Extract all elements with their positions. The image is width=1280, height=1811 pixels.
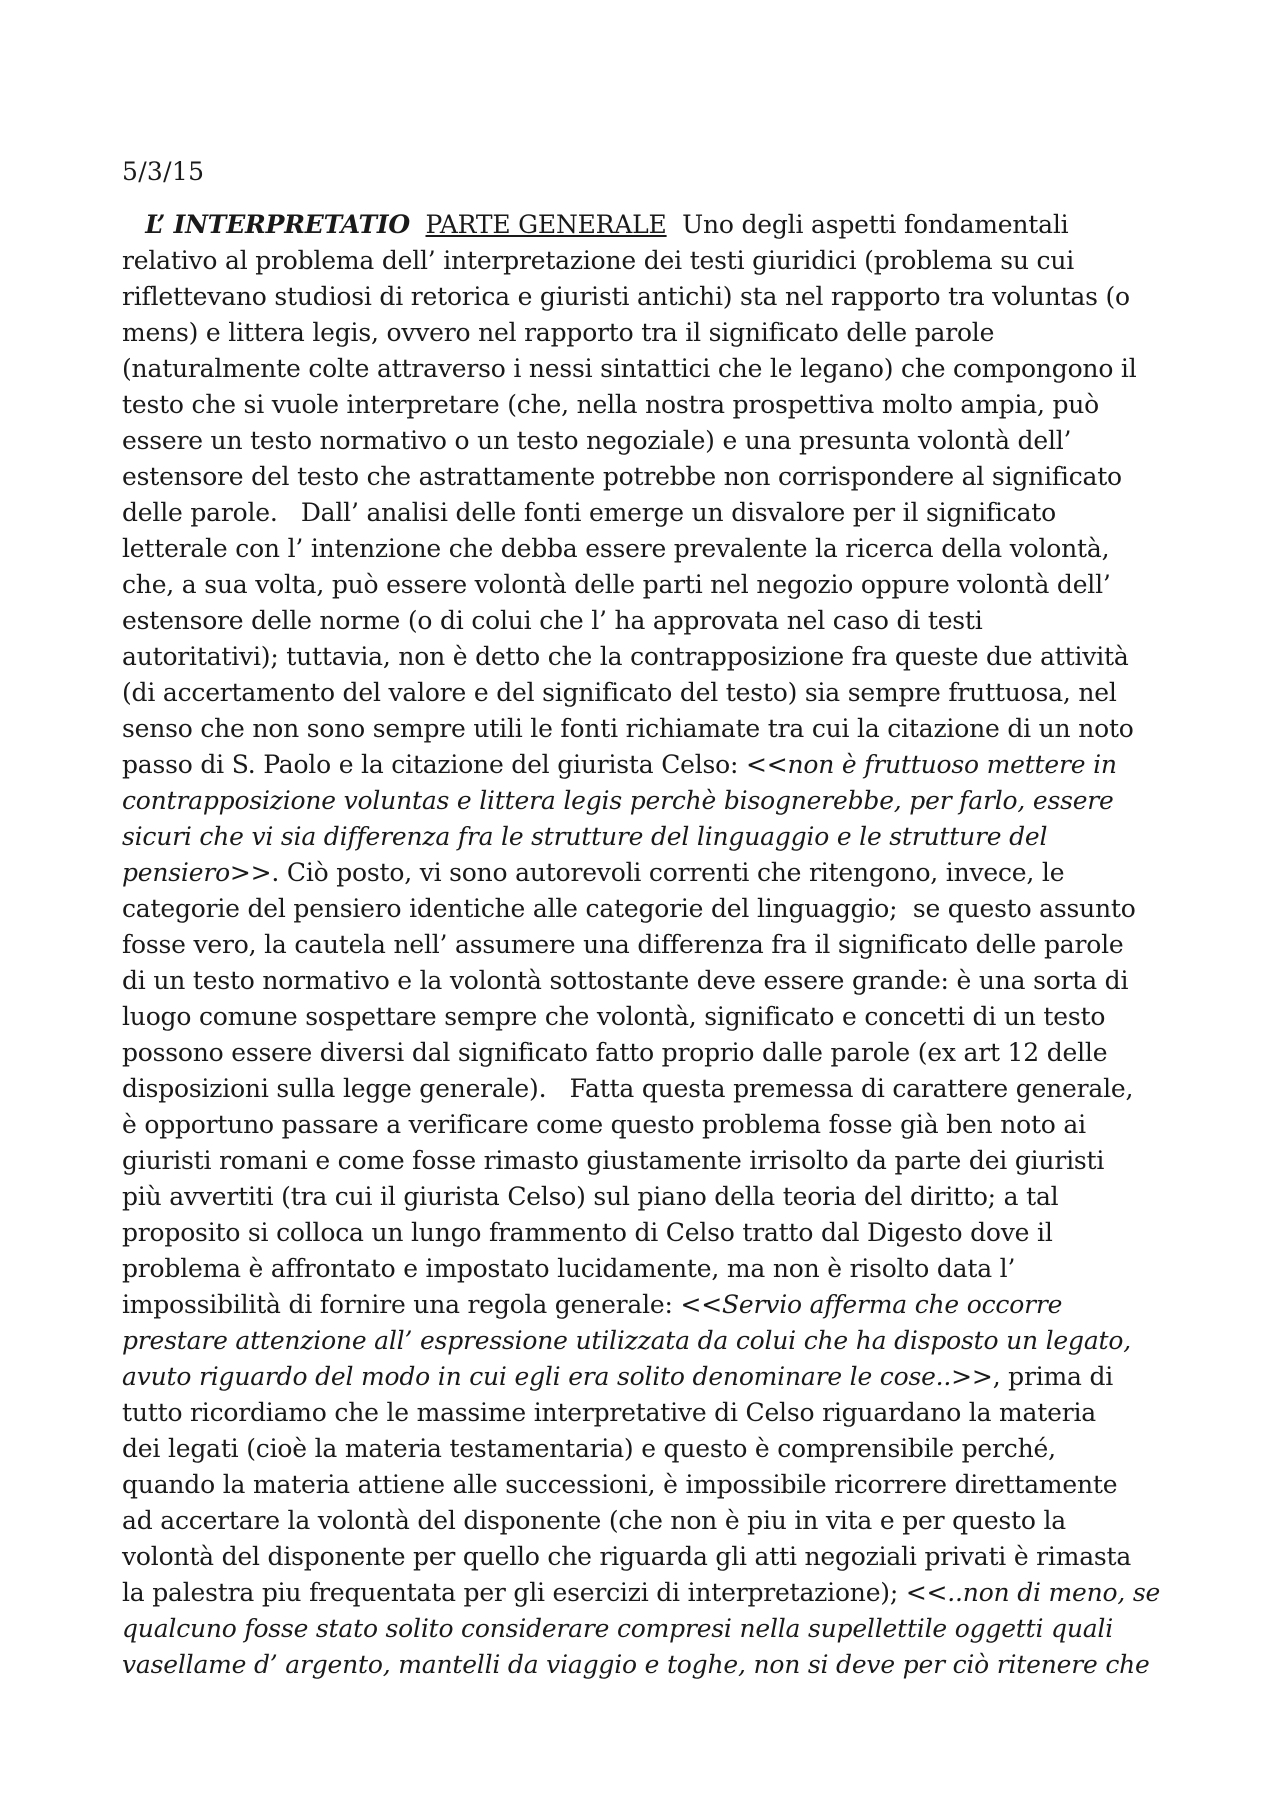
text-run: proposito si colloca un lungo frammento di Celso tratto dal Digesto dove il [122,1218,1053,1247]
quoted-passage: <<Servio afferma che occorre [680,1290,1063,1319]
text-line [122,495,1174,531]
text-line [122,819,1174,855]
text-line [122,207,1174,243]
text-line [122,1647,1174,1683]
text-line [122,567,1174,603]
text-run: impossibilità di fornire una regola generale: [122,1290,681,1319]
text-line [122,927,1174,963]
text-line [122,1251,1174,1287]
quoted-passage: vasellame d’ argento, mantelli da viaggio e toghe, non si deve per ciò ritenere che [122,1650,1150,1679]
text-line [122,891,1174,927]
text-line [122,351,1174,387]
quoted-passage: contrapposizione voluntas e littera legis perchè bisognerebbe, per farlo, essere [122,786,1114,815]
text-line [122,531,1174,567]
text-line [122,459,1174,495]
text-run: Uno degli aspetti fondamentali [666,210,1069,239]
text-line [122,1503,1174,1539]
text-run: tutto ricordiamo che le massime interpretative di Celso riguardano la materia [122,1398,1096,1427]
text-run: ad accertare la volontà del disponente (che non è piu in vita e per questo la [122,1506,1066,1535]
text-line [122,1035,1174,1071]
text-line [122,1539,1174,1575]
text-line [122,1323,1174,1359]
quoted-passage: sicuri che vi sia differenza fra le strutture del linguaggio e le strutture del [122,822,1048,851]
text-line [122,675,1174,711]
text-line [122,1611,1174,1647]
text-run: che, a sua volta, può essere volontà delle parti nel negozio oppure volontà dell’ [122,570,1111,599]
quoted-passage: avuto riguardo del modo in cui egli era solito denominare le cose..>> [122,1362,993,1391]
text-run: autoritativi); tuttavia, non è detto che la contrapposizione fra queste due attività [122,642,1129,671]
text-line [122,1071,1174,1107]
text-line [122,639,1174,675]
text-line [122,1179,1174,1215]
document-title: L’ INTERPRETATIO [145,210,410,239]
text-line [122,243,1174,279]
text-run: la palestra piu frequentata per gli esercizi di interpretazione); [122,1578,906,1607]
text-run: possono essere diversi dal significato fatto proprio dalle parole (ex art 12 delle [122,1038,1108,1067]
text-line [122,387,1174,423]
text-line [122,999,1174,1035]
text-line [122,1107,1174,1143]
quoted-passage: prestare attenzione all’ espressione utilizzata da colui che ha disposto un legato, [122,1326,1131,1355]
document-body [122,207,1174,1683]
text-line [122,855,1174,891]
quoted-passage: qualcuno fosse stato solito considerare compresi nella supellettile oggetti quali [122,1614,1114,1643]
text-run: senso che non sono sempre utili le fonti richiamate tra cui la citazione di un noto [122,714,1134,743]
text-run: luogo comune sospettare sempre che volontà, significato e concetti di un testo [122,1002,1106,1031]
text-run: letterale con l’ intenzione che debba essere prevalente la ricerca della volontà, [122,534,1110,563]
text-run: estensore delle norme (o di colui che l’ ha approvata nel caso di testi [122,606,983,635]
text-run: (di accertamento del valore e del significato del testo) sia sempre fruttuosa, nel [122,678,1117,707]
text-line [122,1575,1174,1611]
text-line [122,963,1174,999]
text-run: , prima di [992,1362,1114,1391]
text-line [122,1215,1174,1251]
quoted-passage: <<..non di meno, se [905,1578,1161,1607]
text-run: fosse vero, la cautela nell’ assumere una differenza fra il significato delle parole [122,930,1124,959]
text-run: di un testo normativo e la volontà sottostante deve essere grande: è una sorta di [122,966,1129,995]
text-run: disposizioni sulla legge generale). Fatta questa premessa di carattere generale, [122,1074,1134,1103]
text-line [122,1467,1174,1503]
text-run: estensore del testo che astrattamente potrebbe non corrispondere al significato [122,462,1122,491]
text-line [122,1143,1174,1179]
text-run: è opportuno passare a verificare come questo problema fosse già ben noto ai [122,1110,1086,1139]
text-run: (naturalmente colte attraverso i nessi sintattici che le legano) che compongono il [122,354,1137,383]
text-line [122,711,1174,747]
text-line [122,1431,1174,1467]
document-date: 5/3/15 [122,157,205,186]
text-line [122,1287,1174,1323]
text-run [122,210,145,239]
section-heading: PARTE GENERALE [425,210,667,239]
text-run: più avvertiti (tra cui il giurista Celso) sul piano della teoria del diritto; a tal [122,1182,1059,1211]
text-run [410,210,426,239]
text-run: dei legati (cioè la materia testamentaria) e questo è comprensibile perché, [122,1434,1056,1463]
text-line [122,747,1174,783]
text-run: passo di S. Paolo e la citazione del giurista Celso: [122,750,746,779]
text-line [122,423,1174,459]
quoted-passage: pensiero>> [122,858,272,887]
text-line [122,603,1174,639]
text-line [122,279,1174,315]
text-run: volontà del disponente per quello che riguarda gli atti negoziali privati è rimasta [122,1542,1132,1571]
text-line [122,783,1174,819]
text-line [122,315,1174,351]
text-run: mens) e littera legis, ovvero nel rapporto tra il significato delle parole [122,318,995,347]
text-run: categorie del pensiero identiche alle categorie del linguaggio; se questo assunto [122,894,1136,923]
text-run: . Ciò posto, vi sono autorevoli correnti che ritengono, invece, le [271,858,1065,887]
text-run: problema è affrontato e impostato lucidamente, ma non è risolto data l’ [122,1254,1016,1283]
text-run: essere un testo normativo o un testo negoziale) e una presunta volontà dell’ [122,426,1072,455]
text-run: relativo al problema dell’ interpretazione dei testi giuridici (problema su cui [122,246,1075,275]
text-run: giuristi romani e come fosse rimasto giustamente irrisolto da parte dei giuristi [122,1146,1105,1175]
text-run: riflettevano studiosi di retorica e giuristi antichi) sta nel rapporto tra voluntas (o [122,282,1130,311]
text-run: testo che si vuole interpretare (che, nella nostra prospettiva molto ampia, può [122,390,1099,419]
text-line [122,1395,1174,1431]
text-run: quando la materia attiene alle successioni, è impossibile ricorrere direttamente [122,1470,1118,1499]
quoted-passage: <<non è fruttuoso mettere in [745,750,1117,779]
text-run: delle parole. Dall’ analisi delle fonti emerge un disvalore per il significato [122,498,1057,527]
text-line [122,1359,1174,1395]
